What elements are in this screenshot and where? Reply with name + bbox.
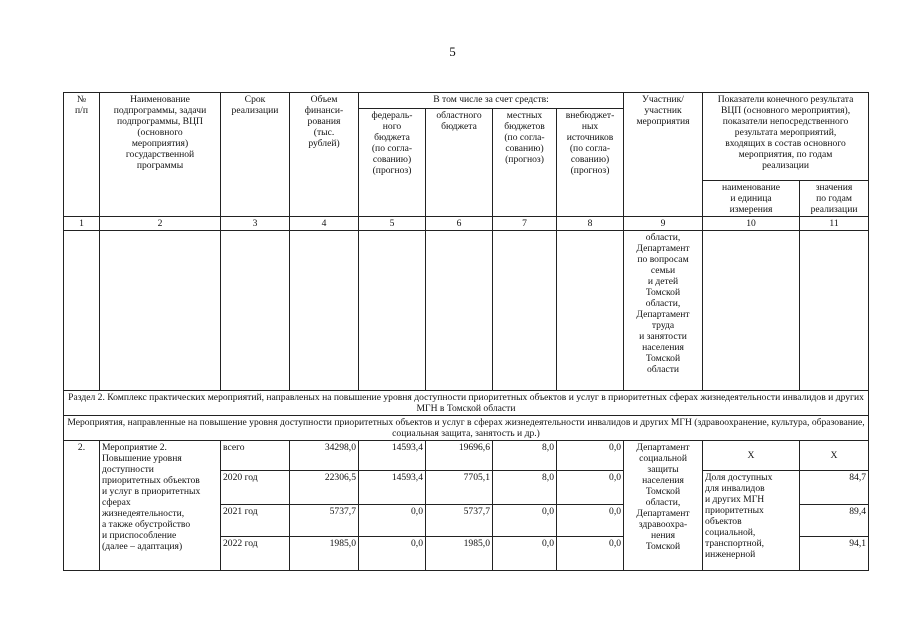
regional-cell: 5737,7 xyxy=(426,505,493,537)
header-federal: федераль- ного бюджета (по согла- сованию) (прогноз) xyxy=(359,109,426,217)
period-cell: 2020 год xyxy=(221,471,290,505)
column-number: 3 xyxy=(221,217,290,231)
total-cell: 5737,7 xyxy=(290,505,359,537)
indicator-x-value: Х xyxy=(800,441,869,471)
column-number: 1 xyxy=(64,217,100,231)
federal-cell: 0,0 xyxy=(359,537,426,571)
regional-cell: 19696,6 xyxy=(426,441,493,471)
activity-participant: Департамент социальной защиты населения Томской области, Департамент здравоохра- нения Томской xyxy=(624,441,703,571)
activity-row-total xyxy=(64,441,869,471)
subsection-title: Мероприятия, направленные на повышение уровня доступности приоритетных объектов и услуг в сферах жизнедеятельности инвалидов и других МГН (здравоохранение, культура, образование, социальная защита, занятость и др.) xyxy=(64,416,869,441)
regional-cell: 1985,0 xyxy=(426,537,493,571)
extra-cell: 0,0 xyxy=(557,537,624,571)
regional-cell: 7705,1 xyxy=(426,471,493,505)
column-number: 7 xyxy=(493,217,557,231)
local-cell: 8,0 xyxy=(493,471,557,505)
period-cell: 2022 год xyxy=(221,537,290,571)
local-cell: 8,0 xyxy=(493,441,557,471)
page-number: 5 xyxy=(449,44,456,59)
total-cell: 1985,0 xyxy=(290,537,359,571)
extra-cell: 0,0 xyxy=(557,441,624,471)
program-table xyxy=(63,92,869,571)
column-number: 6 xyxy=(426,217,493,231)
period-cell: всего xyxy=(221,441,290,471)
continuation-row xyxy=(64,231,869,391)
indicator-x-name: Х xyxy=(703,441,800,471)
extra-cell: 0,0 xyxy=(557,505,624,537)
federal-cell: 14593,4 xyxy=(359,441,426,471)
column-number: 5 xyxy=(359,217,426,231)
header-indicator-name: наименование и единица измерения xyxy=(703,181,800,217)
federal-cell: 0,0 xyxy=(359,505,426,537)
extra-cell: 0,0 xyxy=(557,471,624,505)
column-number: 2 xyxy=(100,217,221,231)
header-name: Наименование подпрограммы, задачи подпрограммы, ВЦП (основного мероприятия) государственной программы xyxy=(100,93,221,217)
indicator-value: 94,1 xyxy=(800,537,869,571)
header-volume: Объем финанси- рования (тыс. рублей) xyxy=(290,93,359,217)
header-indicators-group: Показатели конечного результата ВЦП (основного мероприятия), показатели непосредственного результата мероприятий, входящих в состав основного мероприятия, по годам реализации xyxy=(703,93,869,181)
header-indicator-values: значения по годам реализации xyxy=(800,181,869,217)
period-cell: 2021 год xyxy=(221,505,290,537)
header-regional: областного бюджета xyxy=(426,109,493,217)
header-sources-group: В том числе за счет средств: xyxy=(359,93,624,109)
header-number: № п/п xyxy=(64,93,100,217)
column-number: 9 xyxy=(624,217,703,231)
total-cell: 22306,5 xyxy=(290,471,359,505)
header-participant: Участник/ участник мероприятия xyxy=(624,93,703,217)
local-cell: 0,0 xyxy=(493,505,557,537)
column-number: 10 xyxy=(703,217,800,231)
column-numbers-row xyxy=(64,217,869,231)
column-number: 11 xyxy=(800,217,869,231)
header-extra: внебюджет- ных источников (по согла- сованию) (прогноз) xyxy=(557,109,624,217)
column-number: 4 xyxy=(290,217,359,231)
header-term: Срок реализации xyxy=(221,93,290,217)
continuation-participants: области, Департамент по вопросам семьи и детей Томской области, Департамент труда и занятости населения Томской области xyxy=(624,231,703,391)
local-cell: 0,0 xyxy=(493,537,557,571)
total-cell: 34298,0 xyxy=(290,441,359,471)
column-number: 8 xyxy=(557,217,624,231)
indicator-value: 89,4 xyxy=(800,505,869,537)
indicator-value: 84,7 xyxy=(800,471,869,505)
activity-number: 2. xyxy=(64,441,100,571)
header-local: местных бюджетов (по согла- сованию) (прогноз) xyxy=(493,109,557,217)
federal-cell: 14593,4 xyxy=(359,471,426,505)
section-title: Раздел 2. Комплекс практических мероприятий, направленых на повышение уровня доступности приоритетных объектов и услуг в приоритетных сферах жизнедеятельности инвалидов и других МГН в Томской области xyxy=(64,391,869,416)
activity-name: Мероприятие 2. Повышение уровня доступности приоритетных объектов и услуг в приоритетных сферах жизнедеятельности, а также обустройство и приспособление (далее – адаптация) xyxy=(100,441,221,571)
indicator-name: Доля доступных для инвалидов и других МГН приоритетных объектов социальной, транспортной, инженерной xyxy=(703,471,800,571)
